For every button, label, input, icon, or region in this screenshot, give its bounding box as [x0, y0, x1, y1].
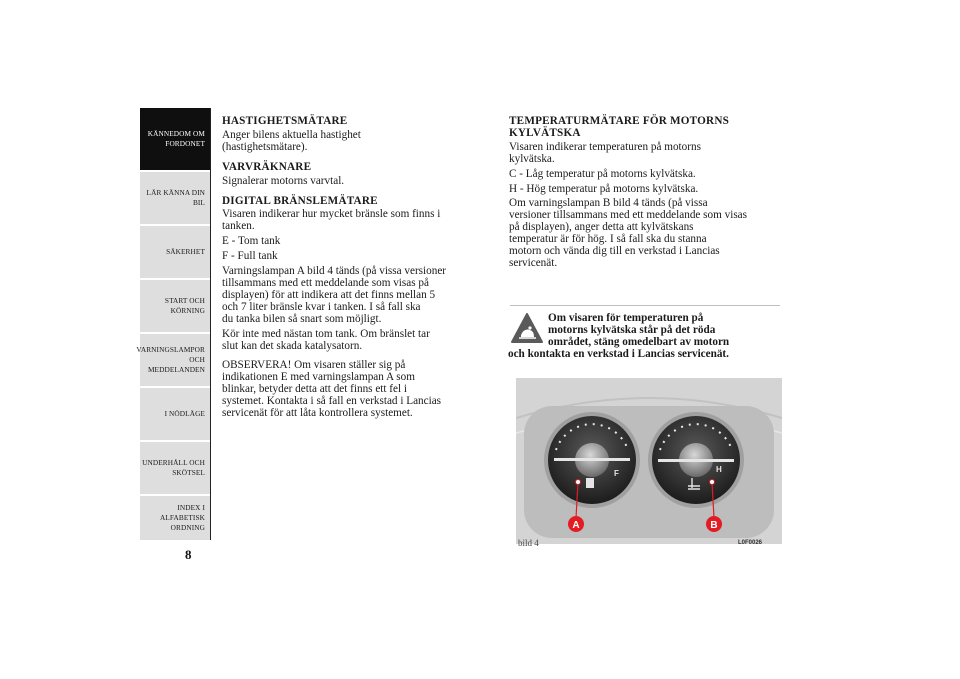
- temp-heading: KYLVÄTSKA: [509, 126, 581, 139]
- warning-line: området, stäng omedelbart av motorn: [548, 335, 730, 348]
- warning-line: motorns kylvätska står på det röda: [548, 323, 716, 336]
- page-number: 8: [185, 547, 192, 562]
- callout-a: A: [572, 520, 580, 531]
- sidebar-tab-lar-kanna[interactable]: [140, 172, 210, 224]
- temp-lamp-text: på displayen), anger detta att kylvätskans: [509, 221, 694, 234]
- temp-h: H - Hög temperatur på motorns kylvätska.: [509, 182, 699, 195]
- sidebar-tab-label: VARNINGSLAMPOR OCH MEDDELANDEN: [136, 345, 205, 374]
- note-text: blinkar, betyder detta att det finns ett fel i: [222, 383, 408, 396]
- left-column: [222, 116, 497, 420]
- fuel-text: tanken.: [222, 220, 255, 233]
- fuel-lamp-text: du tanka bilen så snart som möjligt.: [222, 312, 382, 325]
- note-text: servicenät för att låta kontrollera systemet.: [222, 407, 413, 420]
- sidebar-tab-label: KÄNNEDOM OM FORDONET: [147, 129, 205, 148]
- temp-lamp-text: Om varningslampan B bild 4 tänds (på vissa: [509, 197, 708, 210]
- temperature-gauge: [648, 412, 744, 508]
- temp-lamp-text: servicenät.: [509, 256, 558, 269]
- fuel-heading: DIGITAL BRÄNSLEMÄTARE: [222, 194, 378, 207]
- empty-tank-text: Kör inte med nästan tom tank. Om bränslet tar: [222, 327, 430, 340]
- temp-lamp-text: motorn och vända dig till en verkstad i Lancias: [509, 245, 720, 258]
- sidebar-tab-label: I NÖDLÄGE: [164, 409, 205, 418]
- rev-heading: VARVRÄKNARE: [222, 160, 312, 173]
- temperature-gauge-h-label: H: [716, 465, 722, 474]
- sidebar-tab-label: START OCH KÖRNING: [164, 296, 205, 315]
- warning-line: och kontakta en verkstad i Lancias servicenät.: [508, 347, 729, 360]
- note-text: indikationen E med varningslampan A som: [222, 371, 415, 384]
- sidebar-tab-nodlage[interactable]: [140, 388, 210, 440]
- fuel-lamp-text: displayen) för att indikera att det finns mellan 5: [222, 288, 436, 301]
- temp-text: kylvätska.: [509, 152, 555, 165]
- temp-text: Visaren indikerar temperaturen på motorns: [509, 140, 701, 153]
- sidebar-tab-label: INDEX I ALFABETISK ORDNING: [159, 503, 205, 532]
- warning-divider: [510, 305, 780, 306]
- speedometer-text: Anger bilens aktuella hastighet: [222, 128, 361, 141]
- rev-text: Signalerar motorns varvtal.: [222, 174, 345, 187]
- speedometer-heading: HASTIGHETSMÄTARE: [222, 115, 348, 127]
- figure-caption: bild 4: [518, 538, 539, 548]
- sidebar-tab-label: UNDERHÅLL OCH SKÖTSEL: [142, 458, 205, 477]
- figure-code: L0F0026: [738, 540, 763, 546]
- fuel-gauge: [544, 412, 640, 508]
- sidebar-tab-underhall[interactable]: [140, 442, 210, 494]
- warning-text: [508, 313, 783, 361]
- note-text: OBSERVERA! Om visaren ställer sig på: [222, 359, 406, 372]
- sidebar-tab-index[interactable]: [140, 496, 210, 540]
- sidebar-tab-start[interactable]: [140, 280, 210, 332]
- gauge-figure: [516, 378, 782, 544]
- fuel-pump-icon: [586, 478, 594, 488]
- fuel-f: F - Full tank: [222, 250, 278, 263]
- fuel-lamp-text: och 7 liter bränsle kvar i tanken. I så fall ska: [222, 300, 421, 313]
- gauge-illustration: [516, 378, 782, 544]
- speedometer-text: (hastighetsmätare).: [222, 140, 308, 153]
- note-text: systemet. Kontakta i så fall en verkstad i Lancias: [222, 395, 442, 408]
- sidebar-divider: [210, 108, 211, 540]
- fuel-gauge-f-label: F: [614, 469, 619, 478]
- fuel-e: E - Tom tank: [222, 235, 281, 248]
- callout-b: B: [710, 520, 718, 531]
- fuel-lamp-text: Varningslampan A bild 4 tänds (på vissa versioner: [222, 265, 447, 278]
- sidebar-tab-sakerhet[interactable]: [140, 226, 210, 278]
- fuel-text: Visaren indikerar hur mycket bränsle som finns i: [222, 208, 441, 221]
- warning-line: Om visaren för temperaturen på: [548, 312, 704, 324]
- temp-heading: TEMPERATURMÄTARE FÖR MOTORNS: [509, 115, 730, 127]
- empty-tank-text: slut kan det skada katalysatorn.: [222, 339, 363, 352]
- temp-lamp-text: temperatur är för hög. I så fall ska du stanna: [509, 233, 707, 246]
- fuel-lamp-text: tillsammans med ett meddelande som visas på: [222, 276, 429, 289]
- temp-lamp-text: versioner tillsammans med ett meddelande som visas: [509, 209, 747, 222]
- temp-c: C - Låg temperatur på motorns kylvätska.: [509, 167, 696, 180]
- sidebar-tab-label: SÄKERHET: [166, 247, 205, 256]
- right-column: [509, 116, 784, 273]
- sidebar-tab-varningslampor[interactable]: [136, 334, 210, 386]
- sidebar-tab-label: LÄR KÄNNA DIN BIL: [146, 188, 205, 207]
- sidebar-tab-kannedom[interactable]: [140, 108, 210, 170]
